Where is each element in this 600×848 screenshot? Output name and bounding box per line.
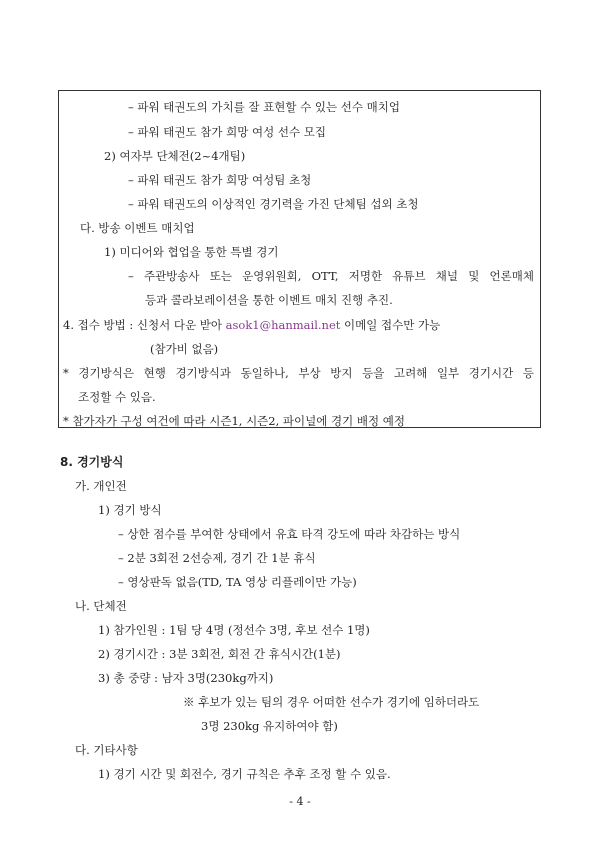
s8-c1: 1) 경기 시간 및 회전수, 경기 규칙은 추후 조정 할 수 있음. bbox=[98, 767, 391, 781]
s8-a1-3: – 영상판독 없음(TD, TA 영상 리플레이만 가능) bbox=[118, 575, 357, 589]
s8-a1: 1) 경기 방식 bbox=[98, 503, 162, 517]
s8-b3-note-2: 3명 230kg 유지하여야 함) bbox=[201, 719, 338, 733]
box-line-14: * 참가자가 구성 여건에 따라 시즌1, 시즌2, 파이널에 경기 배정 예정 bbox=[63, 414, 405, 428]
section-8-title: 8. 경기방식 bbox=[60, 455, 124, 469]
s8-b2: 2) 경기시간 : 3분 3회전, 회전 간 휴식시간(1분) bbox=[98, 647, 341, 661]
box-line-3: 2) 여자부 단체전(2~4개팀) bbox=[104, 149, 246, 163]
page-number: - 4 - bbox=[289, 795, 311, 808]
application-method: 4. 접수 방법 : 신청서 다운 받아 bbox=[63, 318, 226, 332]
application-method-suffix: 이메일 접수만 가능 bbox=[340, 318, 441, 332]
s8-a: 가. 개인전 bbox=[75, 479, 127, 493]
s8-a1-2: – 2분 3회전 2선승제, 경기 간 1분 휴식 bbox=[118, 551, 316, 565]
box-line-1: – 파워 태권도의 가치를 잘 표현할 수 있는 선수 매치업 bbox=[128, 100, 400, 114]
box-line-10 bbox=[63, 317, 440, 333]
box-line-6: 다. 방송 이벤트 매치업 bbox=[80, 221, 195, 235]
box-line-2: – 파워 태권도 참가 희망 여성 선수 모집 bbox=[128, 125, 326, 139]
box-line-7: 1) 미디어와 협업을 통한 특별 경기 bbox=[104, 245, 279, 259]
box-line-4: – 파워 태권도 참가 희망 여성팀 초청 bbox=[128, 173, 312, 187]
s8-a1-1: – 상한 점수를 부여한 상태에서 유효 타격 강도에 따라 차감하는 방식 bbox=[118, 527, 461, 541]
box-line-12: * 경기방식은 현행 경기방식과 동일하나, 부상 방지 등을 고려해 일부 경기시간 등 bbox=[63, 366, 534, 380]
s8-b3-note-1: ※ 후보가 있는 팀의 경우 어떠한 선수가 경기에 임하더라도 bbox=[183, 695, 480, 709]
s8-b: 나. 단체전 bbox=[75, 599, 127, 613]
box-line-9: 등과 콜라보레이션을 통한 이벤트 매치 진행 추진. bbox=[145, 293, 393, 307]
box-line-8: – 주관방송사 또는 운영위원회, OTT, 저명한 유튜브 채널 및 언론매체 bbox=[128, 269, 534, 283]
box-line-11: (참가비 없음) bbox=[150, 342, 219, 356]
s8-c: 다. 기타사항 bbox=[75, 743, 138, 757]
email-address: asok1@hanmail.net bbox=[225, 318, 341, 332]
s8-b1: 1) 참가인원 : 1팀 당 4명 (정선수 3명, 후보 선수 1명) bbox=[98, 623, 370, 637]
box-line-13: 조정할 수 있음. bbox=[78, 390, 156, 404]
box-line-5: – 파워 태권도의 이상적인 경기력을 가진 단체팀 섭외 초청 bbox=[128, 197, 419, 211]
s8-b3: 3) 총 중량 : 남자 3명(230kg까지) bbox=[98, 671, 274, 685]
